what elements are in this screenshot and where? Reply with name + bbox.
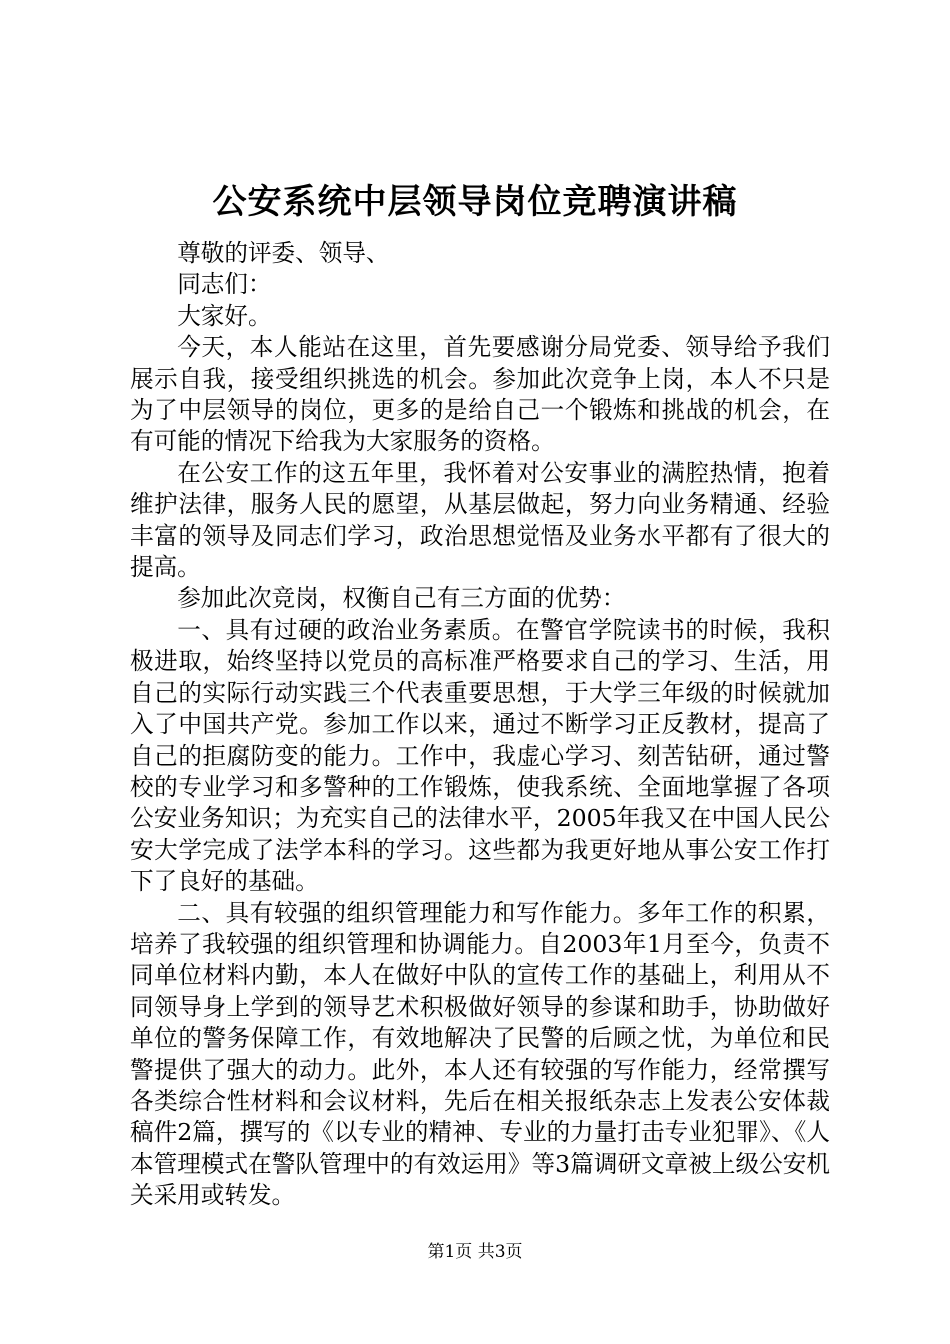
body-paragraph: 在公安工作的这五年里，我怀着对公安事业的满腔热情，抱着维护法律，服务人民的愿望，从基层做起，努力向业务精通、经验丰富的领导及同志们学习，政治思想觉悟及业务水平都有了很大的提高。 [130, 458, 830, 582]
salutation-paragraph: 尊敬的评委、领导、 [177, 239, 390, 267]
body-paragraph: 二、具有较强的组织管理能力和写作能力。多年工作的积累，培养了我较强的组织管理和协调能力。自2003年1月至今，负责不同单位材料内勤，本人在做好中队的宣传工作的基础上，利用从不同领导身上学到的领导艺术积极做好领导的参谋和助手，协助做好单位的警务保障工作，有效地解决了民警的后顾之忧，为单位和民警提供了强大的动力。此外，本人还有较强的写作能力，经常撰写各类综合性材料和会议材料，先后在相关报纸杂志上发表公安体裁稿件2篇，撰写的《以专业的精神、专业的力量打击专业犯罪》、《人本管理模式在警队管理中的有效运用》等3篇调研文章被上级公安机关采用或转发。 [130, 898, 830, 1210]
document-title: 公安系统中层领导岗位竞聘演讲稿 [212, 182, 738, 222]
body-paragraph: 今天，本人能站在这里，首先要感谢分局党委、领导给予我们展示自我，接受组织挑选的机会。参加此次竞争上岗，本人不只是为了中层领导的岗位，更多的是给自己一个锻炼和挑战的机会，在有可能的情况下给我为大家服务的资格。 [130, 333, 830, 456]
salutation-paragraph: 同志们： [177, 270, 272, 299]
body-paragraph: 参加此次竞岗，权衡自己有三方面的优势： [177, 584, 626, 613]
greeting-paragraph: 大家好。 [177, 301, 272, 330]
body-paragraph: 一、具有过硬的政治业务素质。在警官学院读书的时候，我积极进取，始终坚持以党员的高标准严格要求自己的学习、生活，用自己的实际行动实践三个代表重要思想，于大学三年级的时候就加入了中国共产党。参加工作以来，通过不断学习正反教材，提高了自己的拒腐防变的能力。工作中，我虚心学习、刻苦钻研，通过警校的专业学习和多警种的工作锻炼，使我系统、全面地掌握了各项公安业务知识；为充实自己的法律水平，2005年我又在中国人民公安大学完成了法学本科的学习。这些都为我更好地从事公安工作打下了良好的基础。 [130, 615, 830, 896]
document-body [130, 238, 830, 1212]
page-number-footer: 第1页 共3页 [427, 1242, 523, 1262]
